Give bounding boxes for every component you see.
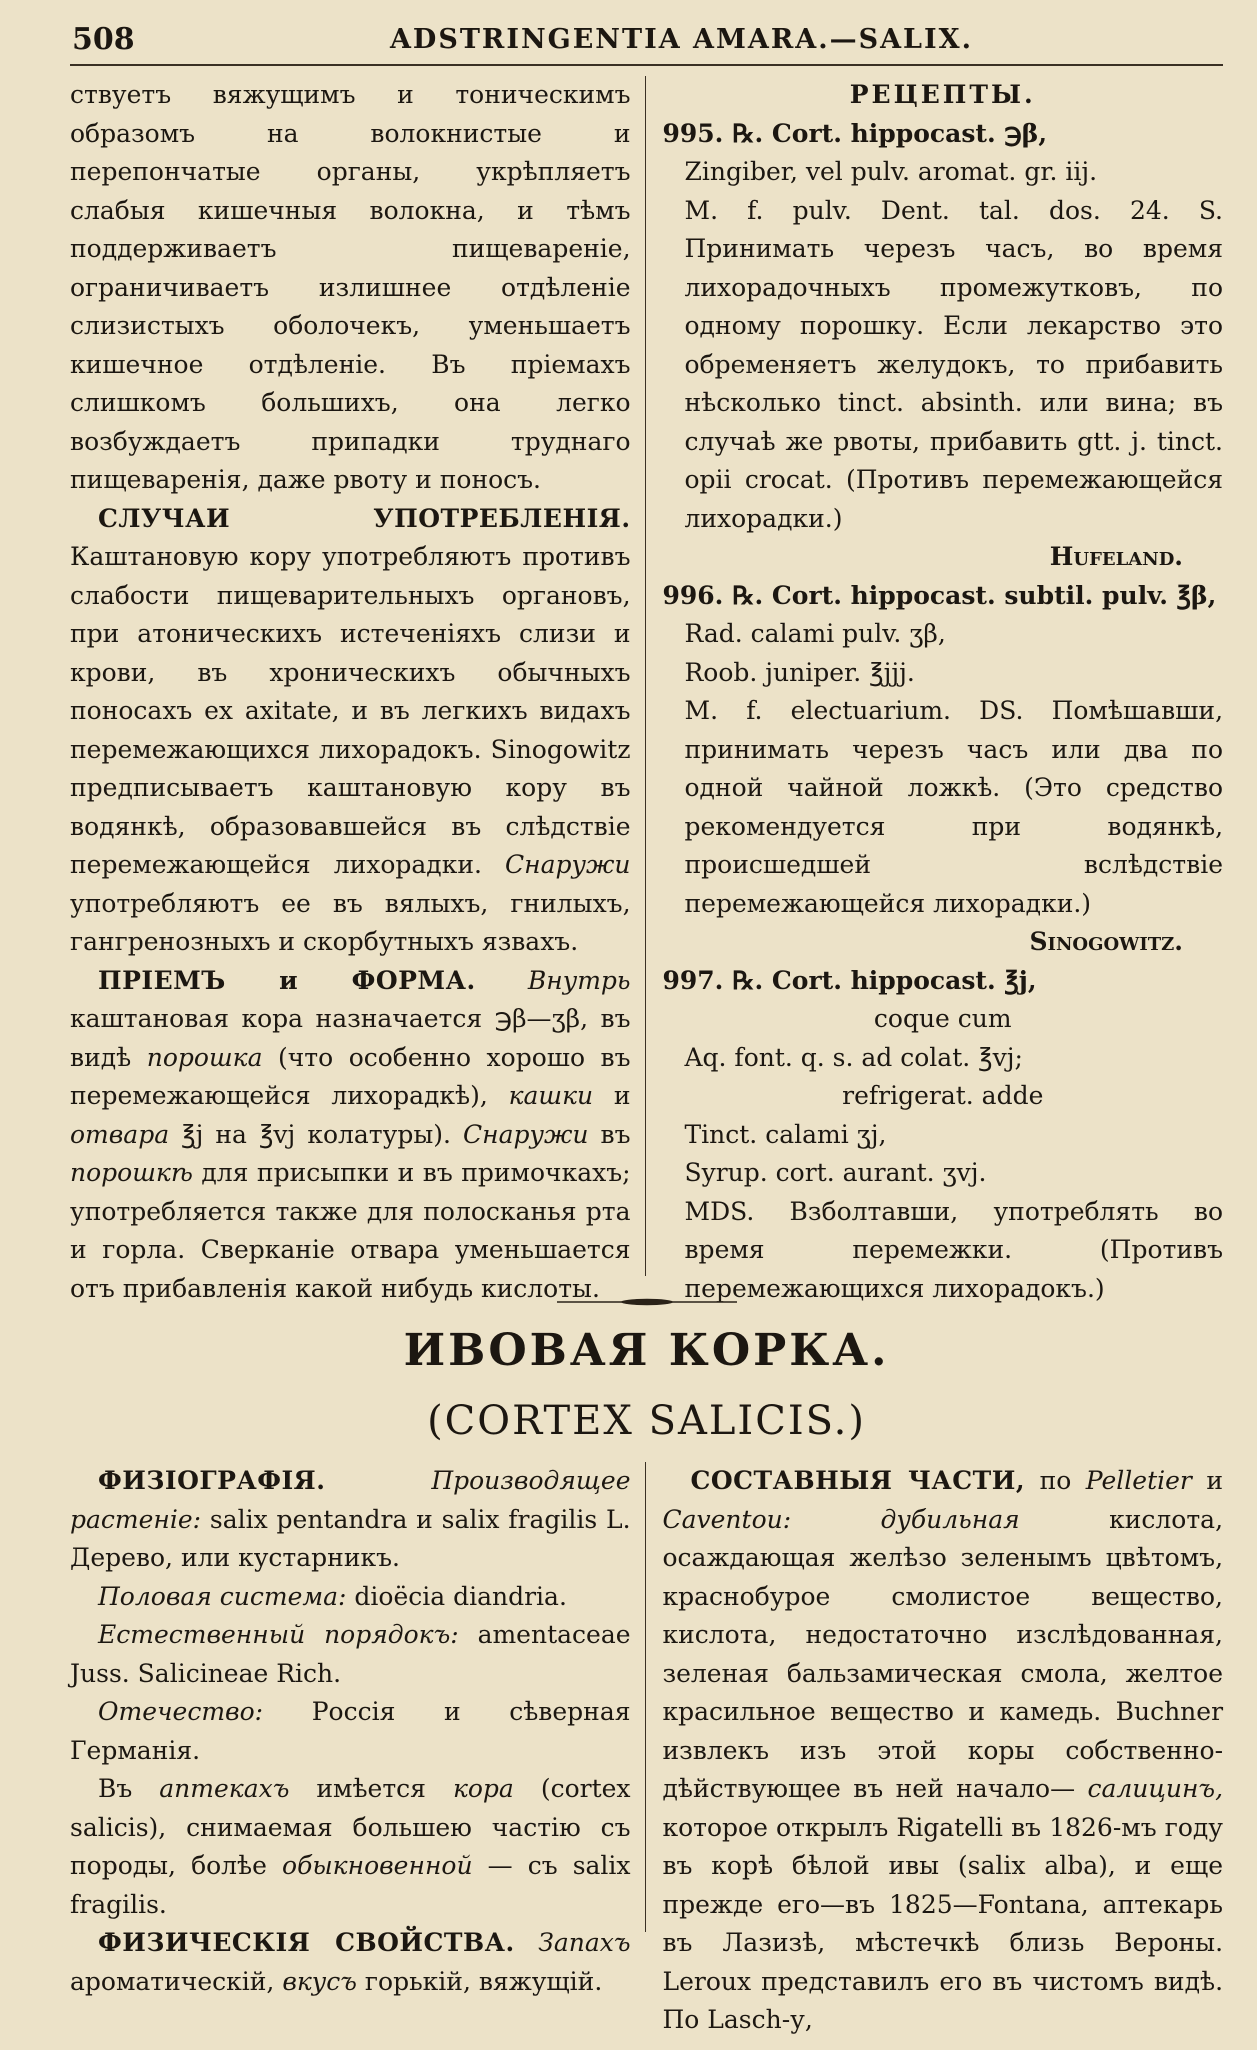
section-subtitle: (CORTEX SALICIS.) (427, 1398, 866, 1444)
pharmacy-em: аптекахъ (159, 1774, 290, 1803)
uses-paragraph (70, 500, 631, 962)
homeland-line (70, 1693, 631, 1770)
components-text: кислота, осаждающая желѣзо зеленымъ цвѣтомъ, краснобурое смолистое вещество, кислота, недостаточно изслѣдованная, зеленая бальзамическая смола, желтое красильное вещество и камедь. Buchner извлекъ изъ этой коры собственно-дѣйствующее въ ней начало— (662, 1504, 1224, 1803)
section-title: ИВОВАЯ КОРКА. (403, 1325, 890, 1376)
recipe-995-line: Zingiber, vel pulv. aromat. gr. iij. (684, 157, 1098, 186)
pharmacy-em: обыкновенной (282, 1851, 473, 1880)
uses-heading: СЛУЧАИ УПОТРЕБЛЕНІЯ. (98, 503, 631, 533)
components-em: Pelletier (1085, 1466, 1192, 1495)
right-column-bottom (646, 1462, 1224, 2034)
dose-text: и (613, 1081, 631, 1110)
recipe-995-author: Hufeland. (1049, 542, 1184, 571)
properties-paragraph (70, 1924, 631, 2001)
components-text: по (1039, 1466, 1072, 1495)
physiography-paragraph (70, 1462, 631, 1578)
running-title: ADSTRINGENTIA AMARA.—SALIX. (389, 24, 974, 55)
natural-order-line (70, 1616, 631, 1693)
recipe-995-text: M. f. pulv. Dent. tal. dos. 24. S. Принимать черезъ часъ, во время лихорадочныхъ промежутковъ, по одному порошку. Если лекарство это обременяетъ желудокъ, то прибавить нѣсколько tinct. absinth. или вина; въ случаѣ же рвоты, прибавить gtt. j. tinct. opii crocat. (Противъ перемежающейся лихорадки.) (684, 195, 1224, 533)
components-em: Caventou: дубильная (662, 1504, 1020, 1534)
recipes-heading: РЕЦЕПТЫ. (849, 80, 1036, 109)
recipe-997-line: Syrup. cort. aurant. ʒvj. (684, 1158, 987, 1187)
natural-order-value: amentaceae Juss. Salicineae Rich. (70, 1620, 631, 1688)
dose-paragraph (70, 962, 631, 1309)
recipe-997-line: coque cum (873, 1004, 1012, 1033)
components-em: салицинъ, (1087, 1774, 1224, 1803)
properties-em: Запахъ (538, 1928, 631, 1957)
physiography-text: salix pentandra и salix fragilis L. Дерево, или кустарникъ. (70, 1504, 631, 1572)
left-column-bottom (70, 1462, 645, 1996)
recipe-997-text: MDS. Взболтавши, употреблять во время перемежки. (Противъ перемежающихся лихорадокъ.) (684, 1196, 1224, 1303)
recipe-996-line: 996. ℞. Cort. hippocast. subtil. pulv. ℥β, (662, 580, 1217, 610)
dose-text: (что особенно хорошо въ перемежающейся лихорадкѣ), (70, 1042, 631, 1110)
left-column-top (70, 76, 645, 1303)
recipe-997-line: 997. ℞. Cort. hippocast. ℥j, (662, 965, 1037, 995)
dose-em: отвара (70, 1119, 170, 1149)
dose-em: Внутрь (527, 965, 631, 995)
recipe-995-line: 995. ℞. Cort. hippocast. ℈β, (662, 118, 1048, 148)
natural-order-label: Естественный порядокъ: (98, 1620, 459, 1649)
recipe-996-author: Sinogowitz. (1029, 927, 1184, 956)
components-paragraph (662, 1462, 1223, 2040)
recipe-996-line: Rad. calami pulv. ʒβ, (684, 619, 946, 648)
components-text: и (1206, 1466, 1224, 1495)
physiography-heading: ФИЗІОГРАФІЯ. (98, 1466, 326, 1495)
dose-em: Снаружи (462, 1119, 589, 1149)
dose-em: порошка (146, 1042, 263, 1072)
pharmacy-em: кора (452, 1774, 514, 1803)
recipe-996-line: Roob. juniper. ℥jjj. (684, 657, 915, 687)
dose-em: кашки (508, 1081, 594, 1110)
homeland-value: Россія и сѣверная Германія. (70, 1697, 631, 1765)
properties-text: горькій, вяжущій. (364, 1966, 603, 1996)
top-columns (70, 76, 1224, 1303)
right-column-top (646, 76, 1224, 1303)
properties-text: ароматическій, (70, 1966, 275, 1996)
recipe-997-line: Tinct. calami ʒj, (684, 1119, 887, 1149)
homeland-label: Отечество: (98, 1697, 264, 1726)
pharmacy-text: — съ salix fragilis. (70, 1851, 631, 1919)
dose-text: каштановая кора назначается ℈β—ʒβ, въ видѣ (70, 1004, 631, 1072)
properties-em: вкусъ (282, 1966, 357, 1996)
uses-text: Каштановую кору употребляютъ противъ слабости пищеварительныхъ органовъ, при атоническихъ истеченіяхъ слизи и крови, въ хроническихъ обычныхъ поносахъ ex axitate, и въ легкихъ видахъ перемежающихся лихорадокъ. Sinogowitz предписываетъ каштановую кору въ водянкѣ, образовавшейся въ слѣдствіе перемежающейся лихорадки. (70, 542, 631, 879)
pharmacy-text: (cortex salicis), снимаемая большею частію съ породы, болѣе (70, 1774, 631, 1880)
dose-em: порошкѣ (70, 1158, 193, 1187)
dose-text: ℥j на ℥vj колатуры). (181, 1119, 451, 1149)
properties-heading: ФИЗИЧЕСКІЯ СВОЙСТВА. (98, 1928, 515, 1957)
uses-emphasis: Снаружи (505, 850, 631, 879)
uses-tail: употребляютъ ее въ вялыхъ, гнилыхъ, гангренозныхъ и скорбутныхъ язвахъ. (70, 888, 631, 956)
dose-text: въ (600, 1119, 631, 1149)
dose-text: для присыпки и въ примочкахъ; употребляется также для полосканья рта и горла. Сверканіе отвара уменьшается отъ прибавленія какой нибудь кислоты. (70, 1158, 631, 1303)
sexual-system-line (70, 1578, 631, 1617)
sexual-system-label: Половая система: (98, 1581, 347, 1611)
dose-heading: ПРІЕМЪ и ФОРМА. (98, 965, 476, 995)
bottom-columns (70, 1462, 1224, 2034)
pharmacy-paragraph (70, 1770, 631, 1924)
sexual-system-value: dioëcia diandria. (354, 1581, 567, 1611)
pharmacy-text: Въ (98, 1774, 133, 1803)
page-number: 508 (72, 22, 135, 57)
components-text: которое открылъ Rigatelli въ 1826-мъ году въ корѣ бѣлой ивы (salix alba), и еще прежде его—въ 1825—Fontana, аптекарь въ Лазизѣ, мѣстечкѣ близь Вероны. Leroux представилъ его въ чистомъ видѣ. По Lasch-у, (662, 1812, 1224, 2034)
continuation-paragraph: ствуетъ вяжущимъ и тоническимъ образомъ на волокнистые и перепончатые органы, укрѣпляетъ слабыя кишечныя волокна, и тѣмъ поддерживаетъ пищевареніе, ограничиваетъ излишнее отдѣленіе слизистыхъ оболочекъ, уменьшаетъ кишечное отдѣленіе. Въ пріемахъ слишкомъ большихъ, она легко возбуждаетъ припадки труднаго пищеваренія, даже рвоту и поносъ. (70, 80, 631, 494)
pharmacy-text: имѣется (316, 1774, 426, 1803)
recipe-996-text: M. f. electuarium. DS. Помѣшавши, принимать черезъ часъ или два по одной чайной ложкѣ. (Это средство рекомендуется при водянкѣ, происшедшей вслѣдствіе перемежающейся лихорадки.) (684, 696, 1224, 918)
recipe-997-line: refrigerat. adde (842, 1081, 1044, 1110)
recipe-997-line: Aq. font. q. s. ad colat. ℥vj; (684, 1042, 1023, 1072)
physiography-em: Производящее растеніе: (70, 1466, 631, 1534)
page-header (70, 18, 1223, 66)
components-heading: СОСТАВНЫЯ ЧАСТИ, (690, 1466, 1026, 1495)
